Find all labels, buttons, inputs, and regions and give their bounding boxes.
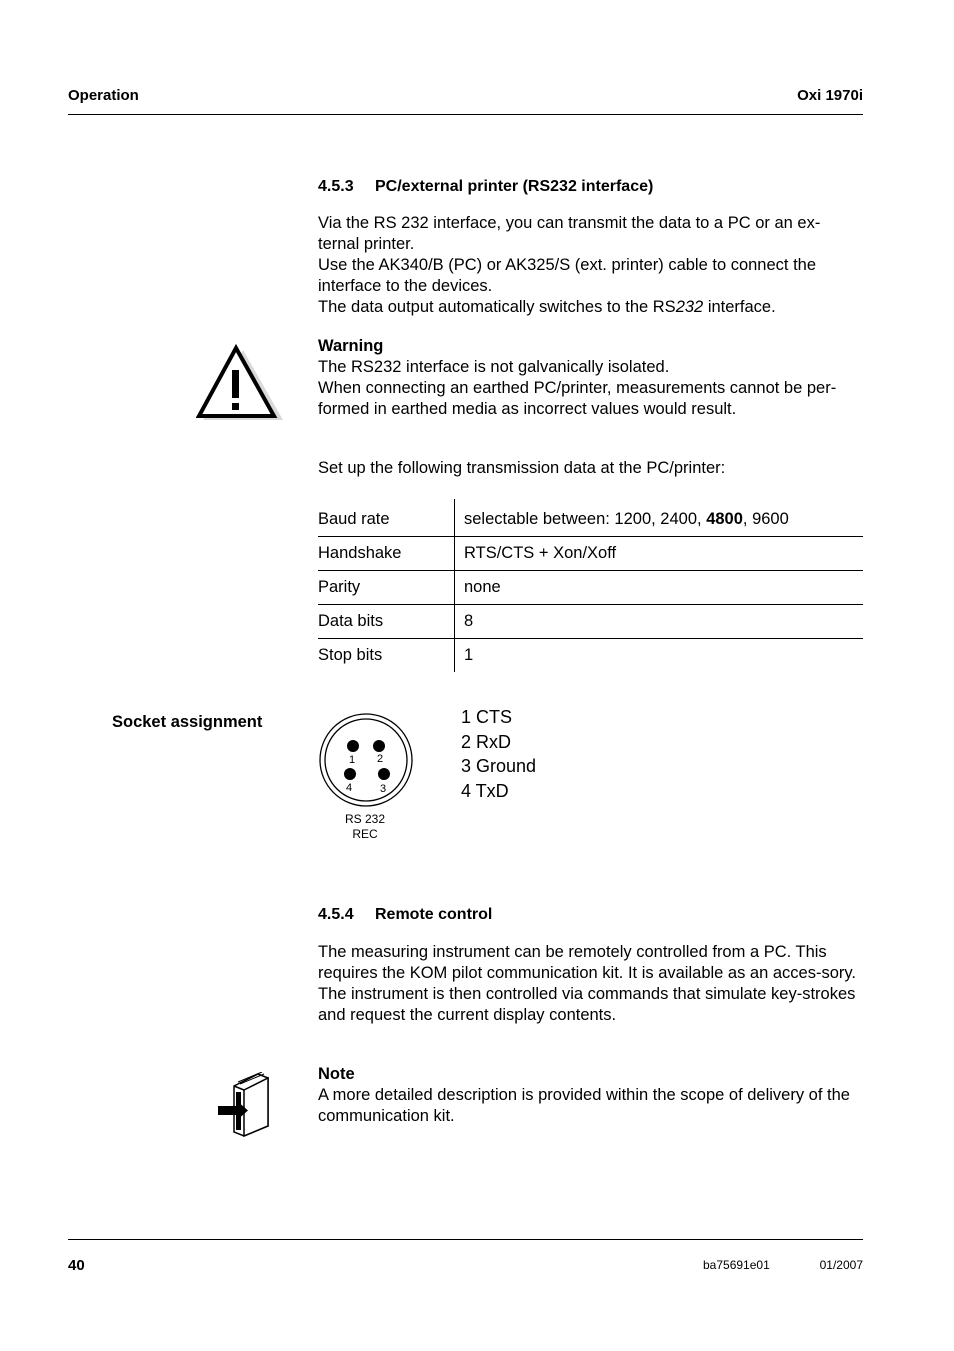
table-key-cell: Data bits: [318, 605, 455, 639]
socket-caption-line-2: REC: [352, 827, 378, 841]
pin-label-3: 3: [379, 783, 387, 795]
warning-triangle-icon: [196, 342, 286, 422]
table-row: [318, 499, 863, 537]
intro-paragraph: [318, 213, 866, 318]
table-key-cell: Handshake: [318, 537, 455, 571]
table-row: [318, 537, 863, 571]
pin-assignment: 4 TxD: [461, 780, 509, 801]
intro-line-3: The data output automatically switches to the RS232 interface.: [318, 298, 776, 316]
socket-caption-line-1: RS 232: [344, 812, 386, 826]
socket-assignment-heading: Socket assignment: [112, 713, 263, 731]
note-title: Note: [318, 1065, 355, 1083]
table-key-cell: Baud rate: [318, 499, 455, 537]
running-header-left: Operation: [68, 87, 139, 104]
table-row: [318, 605, 863, 639]
remote-control-paragraph: [318, 942, 866, 1026]
document-date: 01/2007: [819, 1258, 863, 1272]
section-title: PC/external printer (RS232 interface): [375, 178, 654, 195]
table-row: [318, 571, 863, 605]
book-arrow-icon: [214, 1072, 274, 1138]
footer-rule: [68, 1239, 863, 1240]
pin-assignment: 1 CTS: [461, 707, 513, 727]
note-text: A more detailed description is provided within the scope of delivery of the communication kit.: [318, 1086, 850, 1125]
warning-line-1: The RS232 interface is not galvanically isolated.: [318, 358, 670, 376]
header-rule: [68, 114, 863, 115]
pin-assignment: 3 Ground: [461, 756, 537, 776]
rs232-socket-icon: [318, 711, 418, 811]
section-title: Remote control: [375, 906, 493, 923]
section-number: 4.5.4: [318, 906, 354, 923]
document-number: ba75691e01: [703, 1258, 770, 1272]
table-value-cell: 8: [455, 605, 864, 639]
table-value-cell: 1: [455, 639, 864, 673]
pin-label-1: 1: [348, 754, 356, 766]
warning-title: Warning: [318, 337, 384, 355]
page-number: 40: [68, 1257, 85, 1274]
table-key-cell: Stop bits: [318, 639, 455, 673]
pin-assignment-list: [461, 705, 536, 803]
note-block: [318, 1064, 866, 1127]
intro-line-2: Use the AK340/B (PC) or AK325/S (ext. printer) cable to connect the interface to the devices.: [318, 256, 817, 295]
section-heading-4-5-3: [318, 178, 653, 196]
pin-assignment: 2 RxD: [461, 731, 512, 752]
remote-para-2: The instrument is then controlled via commands that simulate key-strokes and request the current display contents.: [318, 985, 856, 1024]
table-value-cell: selectable between: 1200, 2400, 4800, 9600: [464, 510, 789, 528]
setup-text: Set up the following transmission data at the PC/printer:: [318, 459, 726, 477]
running-header-right: Oxi 1970i: [797, 87, 863, 104]
socket-caption: [320, 812, 410, 842]
section-number: 4.5.3: [318, 178, 354, 195]
table-value-cell: none: [455, 571, 864, 605]
remote-para-1: The measuring instrument can be remotely controlled from a PC. This requires the KOM pilot communication kit. It is available as an acces-sory.: [318, 943, 856, 982]
table-key-cell: Parity: [318, 571, 455, 605]
transmission-table: [318, 499, 863, 672]
section-heading-4-5-4: [318, 906, 492, 924]
pin-label-2: 2: [376, 753, 384, 765]
table-value-cell: RTS/CTS + Xon/Xoff: [455, 537, 864, 571]
intro-line-1: Via the RS 232 interface, you can transmit the data to a PC or an ex- ternal printer.: [318, 214, 821, 253]
warning-line-2: When connecting an earthed PC/printer, measurements cannot be per-formed in earthed media as incorrect values would result.: [318, 379, 837, 418]
table-row: [318, 639, 863, 673]
warning-block: [318, 336, 866, 420]
pin-label-4: 4: [345, 782, 353, 794]
